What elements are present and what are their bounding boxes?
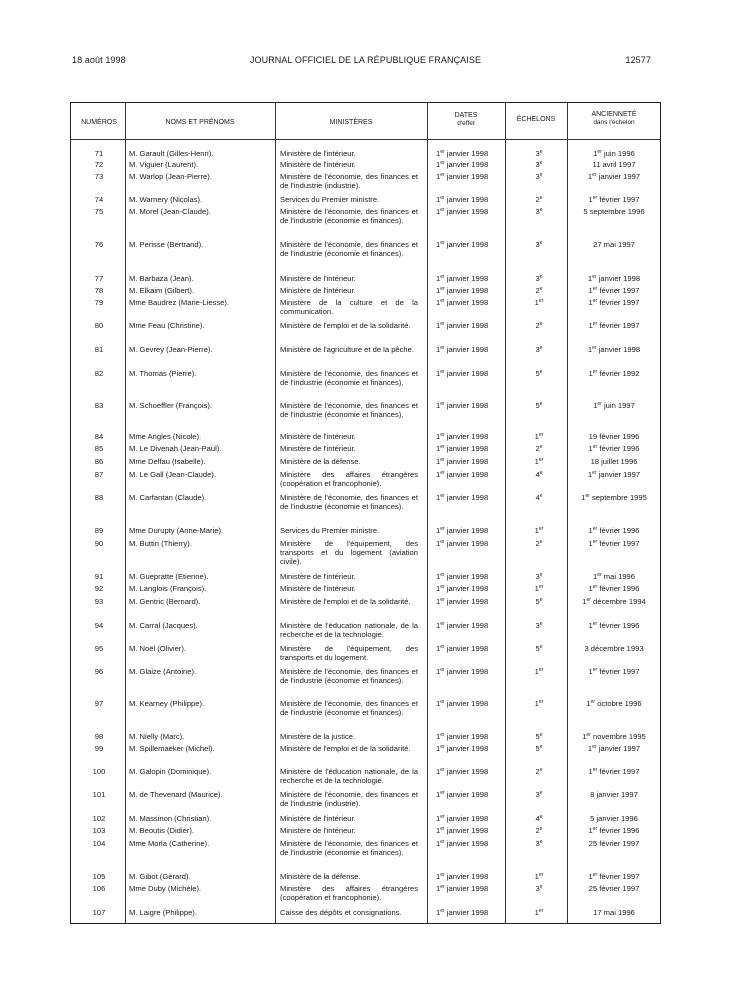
row-echelon: 5e (535, 597, 543, 606)
row-number: 96 (94, 667, 104, 676)
row-number: 74 (94, 195, 104, 204)
row-anciennete: 1er juin 1997 (593, 401, 635, 410)
row-echelon: 3e (535, 172, 543, 181)
row-anciennete: 1er février 1997 (588, 298, 640, 307)
row-anciennete: 1er février 1997 (588, 286, 640, 295)
row-ministry: Ministère de l'éducation nationale, de la recherche et de la technologie. (280, 621, 418, 639)
row-anciennete: 1er octobre 1996 (586, 699, 642, 708)
row-date: 1er janvier 1998 (436, 584, 489, 593)
row-date: 1er janvier 1998 (436, 345, 489, 354)
row-echelon: 3e (535, 621, 543, 630)
row-date: 1er janvier 1998 (436, 172, 489, 181)
row-echelon: 2e (535, 444, 543, 453)
row-echelon: 2e (535, 539, 543, 548)
row-date: 1er janvier 1998 (436, 369, 489, 378)
row-echelon: 3e (535, 160, 543, 169)
row-number: 84 (94, 432, 104, 441)
row-ministry: Ministère de la défense. (280, 872, 361, 881)
row-echelon: 1er (534, 526, 544, 535)
row-name: M. Massinon (Christian). (129, 814, 212, 823)
row-echelon: 1er (534, 584, 544, 593)
row-ministry: Services du Premier ministre. (280, 195, 380, 204)
row-echelon: 3e (535, 274, 543, 283)
row-anciennete: 1er septembre 1995 (581, 493, 647, 502)
row-name: M. Gibot (Gérard). (129, 872, 191, 881)
row-ministry: Ministère de l'intérieur. (280, 432, 356, 441)
row-anciennete: 1er février 1996 (588, 584, 640, 593)
row-echelon: 5e (535, 744, 543, 753)
row-number: 100 (92, 767, 106, 776)
row-ministry: Ministère de l'économie, des finances et de l'industrie (économie et finances). (280, 369, 418, 387)
row-number: 81 (94, 345, 104, 354)
row-number: 72 (94, 160, 104, 169)
row-name: M. Viguier (Laurent). (129, 160, 199, 169)
row-number: 87 (94, 470, 104, 479)
row-ministry: Ministère des affaires étrangères (coopération et francophonie). (280, 884, 418, 902)
row-number: 102 (92, 814, 106, 823)
row-name: M. Morel (Jean-Claude). (129, 207, 211, 216)
row-ministry: Ministère de l'emploi et de la solidarité. (280, 597, 411, 606)
row-date: 1er janvier 1998 (436, 644, 489, 653)
row-name: M. Gevrey (Jean-Pierre). (129, 345, 213, 354)
col-header-dates-sub: d'effet (457, 120, 475, 127)
row-ministry: Ministère de l'agriculture et de la pêche. (280, 345, 414, 354)
row-name: M. Gentric (Bernard). (129, 597, 201, 606)
row-name: M. Noël (Olivier). (129, 644, 186, 653)
row-name: M. Beoutis (Didier). (129, 826, 194, 835)
row-ministry: Ministère de la justice. (280, 732, 356, 741)
row-anciennete: 1er janvier 1997 (587, 470, 641, 479)
header-title: JOURNAL OFFICIEL DE LA RÉPUBLIQUE FRANÇAISE (249, 55, 482, 65)
row-number: 103 (92, 826, 106, 835)
row-ministry: Ministère de l'économie, des finances et de l'industrie (économie et finances). (280, 839, 418, 857)
row-anciennete: 1er novembre 1995 (582, 732, 646, 741)
header-date: 18 août 1998 (72, 55, 126, 65)
row-echelon: 1er (534, 908, 544, 917)
row-name: Mme Delfau (Isabelle). (129, 457, 206, 466)
row-date: 1er janvier 1998 (436, 621, 489, 630)
row-name: M. Kearney (Philippe). (129, 699, 205, 708)
row-number: 92 (94, 584, 104, 593)
row-anciennete: 1er février 1992 (588, 369, 640, 378)
row-number: 88 (94, 493, 104, 502)
row-date: 1er janvier 1998 (436, 767, 489, 776)
row-name: M. Spillemaeker (Michel). (129, 744, 215, 753)
row-number: 97 (94, 699, 104, 708)
row-anciennete: 1er février 1997 (588, 767, 640, 776)
column-divider (275, 103, 276, 923)
row-anciennete: 1er décembre 1994 (582, 597, 646, 606)
column-divider (427, 103, 428, 923)
row-number: 91 (94, 572, 104, 581)
column-divider (125, 103, 126, 923)
row-ministry: Ministère de l'équipement, des transports et du logement. (280, 644, 418, 662)
row-anciennete: 1er février 1997 (588, 667, 640, 676)
row-number: 79 (94, 298, 104, 307)
row-echelon: 3e (535, 790, 543, 799)
row-date: 1er janvier 1998 (436, 298, 489, 307)
row-anciennete: 1er février 1996 (588, 444, 640, 453)
row-echelon: 1er (534, 457, 544, 466)
row-echelon: 5e (535, 401, 543, 410)
row-echelon: 2e (535, 321, 543, 330)
col-header-ministeres: MINISTÈRES (329, 119, 373, 126)
row-ministry: Ministère de l'économie, des finances et de l'industrie (économie et finances). (280, 240, 418, 258)
row-date: 1er janvier 1998 (436, 526, 489, 535)
row-name: M. Carral (Jacques). (129, 621, 198, 630)
row-anciennete: 1er janvier 1998 (587, 274, 641, 283)
row-anciennete: 5 janvier 1996 (590, 814, 638, 823)
row-echelon: 2e (535, 767, 543, 776)
row-date: 1er janvier 1998 (436, 744, 489, 753)
row-name: Mme Duby (Michèle). (129, 884, 202, 893)
row-date: 1er janvier 1998 (436, 470, 489, 479)
row-number: 76 (94, 240, 104, 249)
row-date: 1er janvier 1998 (436, 401, 489, 410)
row-number: 80 (94, 321, 104, 330)
row-echelon: 4e (535, 814, 543, 823)
row-ministry: Ministère de l'intérieur. (280, 444, 356, 453)
column-divider (567, 103, 568, 923)
column-divider (505, 103, 506, 923)
row-echelon: 2e (535, 286, 543, 295)
header-page-number: 12577 (625, 55, 651, 65)
row-date: 1er janvier 1998 (436, 432, 489, 441)
row-anciennete: 8 janvier 1997 (590, 790, 638, 799)
row-number: 104 (92, 839, 106, 848)
row-date: 1er janvier 1998 (436, 444, 489, 453)
row-anciennete: 3 décembre 1993 (584, 644, 644, 653)
row-date: 1er janvier 1998 (436, 195, 489, 204)
row-ministry: Ministère de l'économie, des finances et de l'industrie (industrie). (280, 172, 418, 190)
row-anciennete: 1er février 1997 (588, 539, 640, 548)
row-name: Mme Baudrez (Marie-Liesse). (129, 298, 230, 307)
row-name: M. Laigre (Philippe). (129, 908, 197, 917)
row-name: M. Langlois (François). (129, 584, 207, 593)
row-name: Mme Durupty (Anne-Marie). (129, 526, 224, 535)
row-number: 106 (92, 884, 106, 893)
row-echelon: 2e (535, 195, 543, 204)
row-ministry: Ministère de l'intérieur. (280, 572, 356, 581)
row-ministry: Ministère de l'économie, des finances et de l'industrie (économie et finances). (280, 493, 418, 511)
row-anciennete: 25 février 1997 (588, 839, 640, 848)
row-date: 1er janvier 1998 (436, 539, 489, 548)
row-ministry: Ministère de la culture et de la communication. (280, 298, 418, 316)
row-number: 83 (94, 401, 104, 410)
row-anciennete: 1er février 1996 (588, 826, 640, 835)
row-ministry: Ministère de l'équipement, des transports et du logement (aviation civile). (280, 539, 418, 566)
col-header-echelons: ÉCHELONS (516, 116, 556, 123)
row-date: 1er janvier 1998 (436, 699, 489, 708)
row-anciennete: 1er janvier 1997 (587, 744, 641, 753)
row-number: 93 (94, 597, 104, 606)
row-ministry: Ministère de l'intérieur. (280, 149, 356, 158)
row-ministry: Ministère de l'emploi et de la solidarité. (280, 744, 411, 753)
row-name: M. Barbaza (Jean). (129, 274, 194, 283)
row-name: M. Carfantan (Claude). (129, 493, 207, 502)
row-ministry: Ministère de l'économie, des finances et de l'industrie (économie et finances). (280, 667, 418, 685)
row-name: M. Le Gall (Jean-Claude). (129, 470, 216, 479)
row-name: M. de Thevenard (Maurice). (129, 790, 223, 799)
row-date: 1er janvier 1998 (436, 597, 489, 606)
row-ministry: Ministère des affaires étrangères (coopération et francophonie). (280, 470, 418, 488)
row-anciennete: 18 juillet 1996 (590, 457, 638, 466)
row-echelon: 2e (535, 826, 543, 835)
row-number: 85 (94, 444, 104, 453)
row-date: 1er janvier 1998 (436, 814, 489, 823)
row-name: M. Garault (Gilles-Henri). (129, 149, 214, 158)
col-header-anciennete-sub: dans l'échelon (593, 119, 635, 126)
row-echelon: 1er (534, 298, 544, 307)
row-anciennete: 5 septembre 1996 (583, 207, 645, 216)
row-anciennete: 17 mai 1996 (593, 908, 635, 917)
row-echelon: 5e (535, 644, 543, 653)
col-header-dates: DATES (454, 112, 478, 119)
row-echelon: 3e (535, 884, 543, 893)
row-anciennete: 19 février 1996 (588, 432, 640, 441)
row-anciennete: 1er février 1996 (588, 526, 640, 535)
row-anciennete: 1er janvier 1997 (587, 172, 641, 181)
row-ministry: Services du Premier ministre. (280, 526, 380, 535)
row-number: 107 (92, 908, 106, 917)
row-date: 1er janvier 1998 (436, 872, 489, 881)
row-echelon: 1er (534, 699, 544, 708)
row-name: M. Schoeffler (François). (129, 401, 212, 410)
row-echelon: 3e (535, 207, 543, 216)
row-anciennete: 1er février 1996 (588, 621, 640, 630)
row-name: Mme Angles (Nicole). (129, 432, 202, 441)
row-name: M. Buttin (Thierry). (129, 539, 192, 548)
row-date: 1er janvier 1998 (436, 839, 489, 848)
row-ministry: Ministère de l'intérieur. (280, 274, 356, 283)
row-echelon: 5e (535, 369, 543, 378)
row-echelon: 3e (535, 149, 543, 158)
row-number: 90 (94, 539, 104, 548)
row-echelon: 1er (534, 667, 544, 676)
row-echelon: 3e (535, 240, 543, 249)
col-header-noms: NOMS ET PRÉNOMS (165, 119, 235, 126)
row-date: 1er janvier 1998 (436, 732, 489, 741)
row-name: Mme Feau (Christine). (129, 321, 205, 330)
row-ministry: Ministère de l'intérieur. (280, 584, 356, 593)
row-number: 89 (94, 526, 104, 535)
row-number: 98 (94, 732, 104, 741)
row-echelon: 3e (535, 839, 543, 848)
row-anciennete: 1er février 1997 (588, 195, 640, 204)
row-date: 1er janvier 1998 (436, 908, 489, 917)
row-anciennete: 1er juin 1996 (593, 149, 635, 158)
row-name: M. Thomas (Pierre). (129, 369, 197, 378)
row-name: M. Warnery (Nicolas). (129, 195, 203, 204)
row-date: 1er janvier 1998 (436, 207, 489, 216)
row-name: M. Galopin (Dominique). (129, 767, 212, 776)
row-number: 99 (94, 744, 104, 753)
row-ministry: Ministère de l'intérieur. (280, 814, 356, 823)
row-number: 94 (94, 621, 104, 630)
row-number: 77 (94, 274, 104, 283)
row-number: 78 (94, 286, 104, 295)
header-divider (71, 139, 660, 140)
row-anciennete: 11 avril 1997 (592, 160, 636, 169)
row-anciennete: 25 février 1997 (588, 884, 640, 893)
row-name: M. Guepratte (Etienne). (129, 572, 209, 581)
row-date: 1er janvier 1998 (436, 826, 489, 835)
row-echelon: 4e (535, 470, 543, 479)
row-anciennete: 1er février 1997 (588, 321, 640, 330)
row-number: 101 (92, 790, 106, 799)
row-date: 1er janvier 1998 (436, 572, 489, 581)
row-ministry: Ministère de l'économie, des finances et de l'industrie (économie et finances). (280, 207, 418, 225)
row-date: 1er janvier 1998 (436, 667, 489, 676)
row-ministry: Ministère de l'emploi et de la solidarité. (280, 321, 411, 330)
row-ministry: Ministère de l'économie, des finances et de l'industrie (économie et finances). (280, 401, 418, 419)
row-date: 1er janvier 1998 (436, 149, 489, 158)
row-name: M. Perisse (Bertrand). (129, 240, 204, 249)
row-date: 1er janvier 1998 (436, 457, 489, 466)
row-echelon: 1er (534, 432, 544, 441)
row-number: 95 (94, 644, 104, 653)
col-header-anciennete: ANCIENNETÉ (591, 111, 637, 118)
row-number: 82 (94, 369, 104, 378)
row-date: 1er janvier 1998 (436, 274, 489, 283)
row-date: 1er janvier 1998 (436, 790, 489, 799)
col-header-numeros: NUMÉROS (81, 119, 117, 126)
row-ministry: Ministère de l'intérieur. (280, 286, 356, 295)
row-date: 1er janvier 1998 (436, 884, 489, 893)
row-number: 105 (92, 872, 106, 881)
row-name: M. Glaize (Antoine). (129, 667, 197, 676)
row-anciennete: 27 mai 1997 (593, 240, 635, 249)
row-echelon: 3e (535, 572, 543, 581)
row-name: M. Le Divenah (Jean-Paul). (129, 444, 222, 453)
row-number: 86 (94, 457, 104, 466)
row-date: 1er janvier 1998 (436, 493, 489, 502)
row-name: M. Warlop (Jean-Pierre). (129, 172, 212, 181)
row-date: 1er janvier 1998 (436, 286, 489, 295)
row-ministry: Ministère de l'éducation nationale, de la recherche et de la technologie. (280, 767, 418, 785)
row-echelon: 5e (535, 732, 543, 741)
row-anciennete: 1er mai 1996 (592, 572, 636, 581)
row-anciennete: 1er février 1997 (588, 872, 640, 881)
row-ministry: Ministère de l'intérieur. (280, 826, 356, 835)
row-echelon: 3e (535, 345, 543, 354)
row-ministry: Ministère de l'économie, des finances et de l'industrie (industrie). (280, 790, 418, 808)
row-date: 1er janvier 1998 (436, 240, 489, 249)
row-echelon: 4e (535, 493, 543, 502)
row-ministry: Ministère de la défense. (280, 457, 361, 466)
row-number: 75 (94, 207, 104, 216)
row-date: 1er janvier 1998 (436, 321, 489, 330)
row-name: M. Elkaim (Gilbert). (129, 286, 194, 295)
row-anciennete: 1er janvier 1998 (587, 345, 641, 354)
row-number: 71 (94, 149, 104, 158)
row-ministry: Caisse des dépôts et consignations. (280, 908, 402, 917)
row-ministry: Ministère de l'économie, des finances et de l'industrie (économie et finances). (280, 699, 418, 717)
row-date: 1er janvier 1998 (436, 160, 489, 169)
row-name: M. Nielly (Marc). (129, 732, 185, 741)
row-name: Mme Morla (Catherine). (129, 839, 210, 848)
row-echelon: 1er (534, 872, 544, 881)
row-number: 73 (94, 172, 104, 181)
row-ministry: Ministère de l'intérieur. (280, 160, 356, 169)
